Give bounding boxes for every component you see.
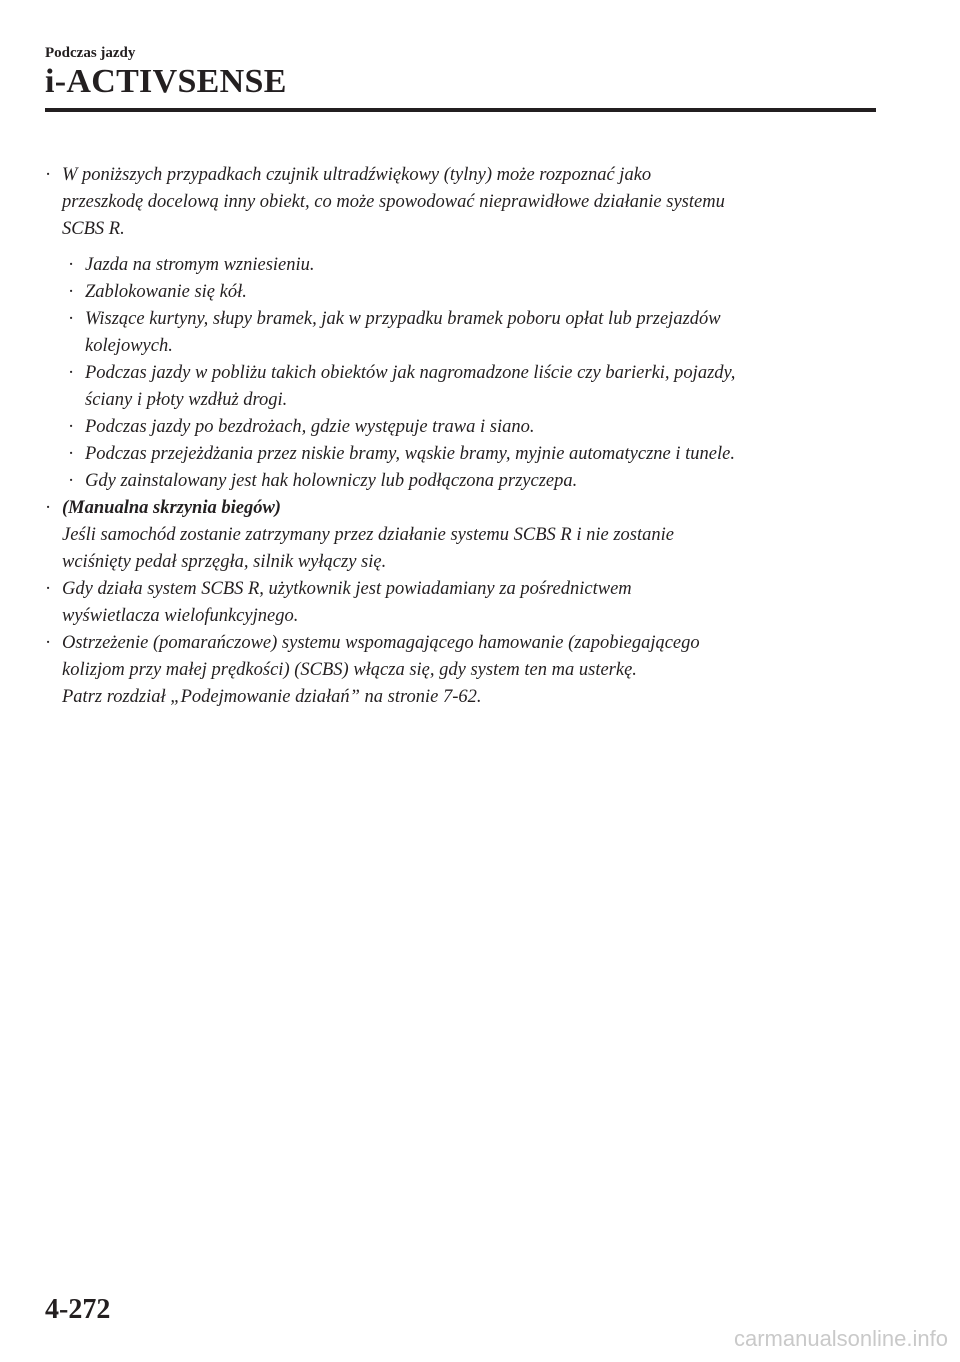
- section-label: Podczas jazdy: [45, 45, 136, 61]
- sublist-item: [45, 360, 875, 414]
- bullet-glyph: ·: [68, 255, 75, 275]
- bullet-glyph: ·: [68, 363, 75, 383]
- text-line: Zablokowanie się kół.: [85, 282, 247, 302]
- text-line: kolizjom przy małej prędkości) (SCBS) włącza się, gdy system ten ma usterkę.: [62, 660, 637, 680]
- text-line: ściany i płoty wzdłuż drogi.: [85, 390, 288, 410]
- bullet-glyph: ·: [68, 471, 75, 491]
- bullet-glyph: ·: [68, 444, 75, 464]
- chapter-title: i-ACTIVSENSE: [45, 63, 287, 100]
- bullet-glyph: ·: [45, 498, 52, 518]
- sublist-item: [45, 414, 875, 441]
- text-line: Gdy działa system SCBS R, użytkownik jest powiadamiany za pośrednictwem: [62, 579, 632, 599]
- text-line: przeszkodę docelową inny obiekt, co może spowodować nieprawidłowe działanie systemu: [62, 192, 725, 212]
- text-line: W poniższych przypadkach czujnik ultradźwiękowy (tylny) może rozpoznać jako: [62, 165, 652, 185]
- bullet-glyph: ·: [68, 282, 75, 302]
- text-line: wyświetlacza wielofunkcyjnego.: [62, 606, 299, 626]
- watermark: carmanualsonline.info: [733, 1326, 948, 1351]
- item-heading: (Manualna skrzynia biegów): [62, 498, 281, 518]
- text-line: Podczas jazdy po bezdrożach, gdzie występuje trawa i siano.: [85, 417, 535, 437]
- bullet-glyph: ·: [45, 579, 52, 599]
- page-number: 4-272: [45, 1294, 111, 1325]
- bullet-glyph: ·: [68, 417, 75, 437]
- sublist-item: [45, 252, 875, 279]
- bullet-glyph: ·: [45, 165, 52, 185]
- text-line: Gdy zainstalowany jest hak holowniczy lub podłączona przyczepa.: [85, 471, 578, 491]
- page-content: [45, 162, 875, 711]
- text-line: Ostrzeżenie (pomarańczowe) systemu wspomagającego hamowanie (zapobiegającego: [62, 633, 700, 653]
- text-line: wciśnięty pedał sprzęgła, silnik wyłączy się.: [62, 552, 387, 572]
- list-item: [45, 495, 875, 576]
- text-line: Jeśli samochód zostanie zatrzymany przez działanie systemu SCBS R i nie zostanie: [62, 525, 674, 545]
- sublist-item: [45, 306, 875, 360]
- text-line: Podczas przejeżdżania przez niskie bramy, wąskie bramy, myjnie automatyczne i tunele.: [85, 444, 735, 464]
- list-item: [45, 162, 875, 243]
- header-divider: [45, 108, 876, 112]
- text-line: Wiszące kurtyny, słupy bramek, jak w przypadku bramek poboru opłat lub przejazdów: [85, 309, 721, 329]
- cross-reference-line: Patrz rozdział „Podejmowanie działań” na stronie 7-62.: [62, 687, 482, 707]
- condition-sublist: [45, 252, 875, 495]
- bullet-glyph: ·: [68, 309, 75, 329]
- page-header: [45, 44, 287, 101]
- list-item: [45, 630, 875, 711]
- text-line: kolejowych.: [85, 336, 173, 356]
- bullet-glyph: ·: [45, 633, 52, 653]
- text-line: Jazda na stromym wzniesieniu.: [85, 255, 315, 275]
- sublist-item: [45, 468, 875, 495]
- text-line: Podczas jazdy w pobliżu takich obiektów jak nagromadzone liście czy barierki, pojazdy,: [85, 363, 736, 383]
- text-line: SCBS R.: [62, 219, 125, 239]
- sublist-item: [45, 441, 875, 468]
- sublist-item: [45, 279, 875, 306]
- list-item: [45, 576, 875, 630]
